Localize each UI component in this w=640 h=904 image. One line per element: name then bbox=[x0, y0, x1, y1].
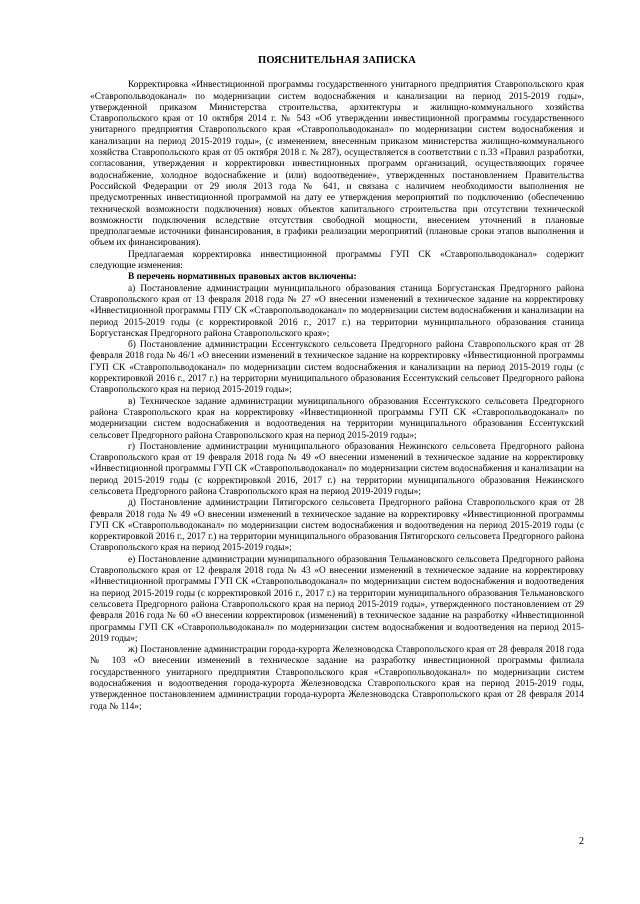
list-item-g: г) Постановление администрации муниципального образования Нежинского сельсовета Предгорного района Ставропольского края от 19 февраля 2018 года № 49 «О внесении изменений в техническое задание на корректировку «Инвестиционной программы ГУП СК «Ставропольводоканал» по модернизации систем водоснабжения и канализации на период 2015-2019 годы (с корректировкой 2016, 2017 г.) на территории муниципального образования Нежинского сельсовета Предгорного района Ставропольского края на период 2019-2019 годы»; bbox=[90, 441, 584, 497]
document-body bbox=[90, 80, 584, 713]
list-item-b: б) Постановление администрации Ессентукского сельсовета Предгорного района Ставропольского края от 28 февраля 2018 года № 46/1 «О внесении изменений в техническое задание на корректировку «Инвестиционной программы ГУП СК «Ставропольводоканал» по модернизации систем водоснабжения и канализации на период 2015-2019 годы (с корректировкой 2016 г., 2017 г.) на территории муниципального образования Ессентукский сельсовет Предгорного района Ставропольского края на период 2015-2019 годы»; bbox=[90, 340, 584, 396]
list-item-d: д) Постановление администрации Пятигорского сельсовета Предгорного района Ставропольского края от 28 февраля 2018 года № 49 «О внесении изменений в техническое задание на корректировку «Инвестиционной программы ГУП СК «Ставропольводоканал» по модернизации систем водоснабжения и водоотведения на период 2015-2019 годы (с корректировкой 2016 г., 2017 г.) на территории муниципального образования Пятигорского сельсовета Предгорного района Ставропольского края на период 2015-2019 годы»; bbox=[90, 498, 584, 554]
intro-paragraph: Корректировка «Инвестиционной программы государственного унитарного предприятия Ставропольского края «Ставропольводоканал» по модернизации систем водоснабжения и канализации на период 2015-2019 годы», утвержденной приказом Министерства строительства, архитектуры и жилищно-коммунального хозяйства Ставропольского края от 10 октября 2014 г. № 543 «Об утверждении инвестиционной программы государственного унитарного предприятия Ставропольского края «Ставропольводоканал» по модернизации систем водоснабжения и канализации на период 2015-2019 годы», (с изменением, внесенным приказом министерства жилищно-коммунального хозяйства Ставропольского края от 05 октября 2018 г. № 287), осуществляется в соответствии с п.33 «Правил разработки, согласования, утверждения и корректировки инвестиционных программ организаций, осуществляющих горячее водоснабжение, холодное водоснабжение и (или) водоотведение», утвержденных постановлением Правительства Российской Федерации от 29 июля 2013 года № 641, и связана с наличием необходимости выполнения не предусмотренных инвестиционной программой на дату ее утверждения мероприятий по подключению (обеспечению технической возможности подключения) новых объектов капитального строительства при отсутствии технической возможности подключения вследствие отсутствия свободной мощности, внесением уточнений в плановые предполагаемые источники финансирования, в графики реализации мероприятий (плановые сроки этапов выполнения и объем их финансирования). bbox=[90, 80, 584, 249]
page-number: 2 bbox=[579, 836, 584, 847]
changes-intro-paragraph: Предлагаемая корректировка инвестиционной программы ГУП СК «Ставропольводоканал» содержит следующие изменения: bbox=[90, 249, 584, 272]
section-subheading: В перечень нормативных правовых актов включены: bbox=[128, 272, 357, 283]
list-item-v: в) Техническое задание администрации муниципального образования Ессентукского сельсовета Предгорного района Ставропольского края на корректировку «Инвестиционной программы ГУП СК «Ставропольводоканал» по модернизации систем водоснабжения и водоотведения на территории муниципального образования Ессентукский сельсовет Предгорного района Ставропольского края на период 2015-2019 годы»; bbox=[90, 396, 584, 441]
list-item-e: е) Постановление администрации муниципального образования Тельмановского сельсовета Предгорного района Ставропольского края от 12 февраля 2018 года № 43 «О внесении изменений в техническое задание на корректировку «Инвестиционной программы ГУП СК «Ставропольводоканал» по модернизации систем водоснабжения и водоотведения на период 2015-2019 годы (с корректировкой 2016 г., 2017 г.) на территории муниципального образования Тельмановского сельсовета Предгорного района Ставропольского края на период 2015-2019 годы», утвержденного постановлением от 29 февраля 2016 года № 60 «О внесении корректировок (изменений) в техническое задание на разработку «Инвестиционной программы ГУП СК «Ставропольводоканал» по модернизации систем водоснабжения и водоотведения на период 2015-2019 годы»; bbox=[90, 554, 584, 644]
document-title: ПОЯСНИТЕЛЬНАЯ ЗАПИСКА bbox=[257, 55, 417, 66]
list-item-zh: ж) Постановление администрации города-курорта Железноводска Ставропольского края от 28 февраля 2018 года № 103 «О внесении изменений в техническое задание на разработку инвестиционной программы филиала государственного унитарного предприятия Ставропольского края «Ставропольводоканал» по модернизации систем водоснабжения и водоотведения города-курорта Железноводска Ставропольского края на период 2015-2019 годы, утвержденное постановлением администрации города-курорта Железноводска Ставропольского края от 28 февраля 2014 года № 114»; bbox=[90, 645, 584, 712]
list-item-a: а) Постановление администрации муниципального образования станица Боргустанская Предгорного района Ставропольского края от 13 февраля 2018 года № 27 «О внесении изменений в техническое задание на корректировку «Инвестиционной программы ГПУ СК «Ставропольводоканал» по модернизации систем водоснабжения и канализации на период 2015-2019 годы (с корректировкой 2016 г., 2017 г.) на территории муниципального образования станица Боргустанская Предгорного района Ставропольского края»; bbox=[90, 283, 584, 339]
